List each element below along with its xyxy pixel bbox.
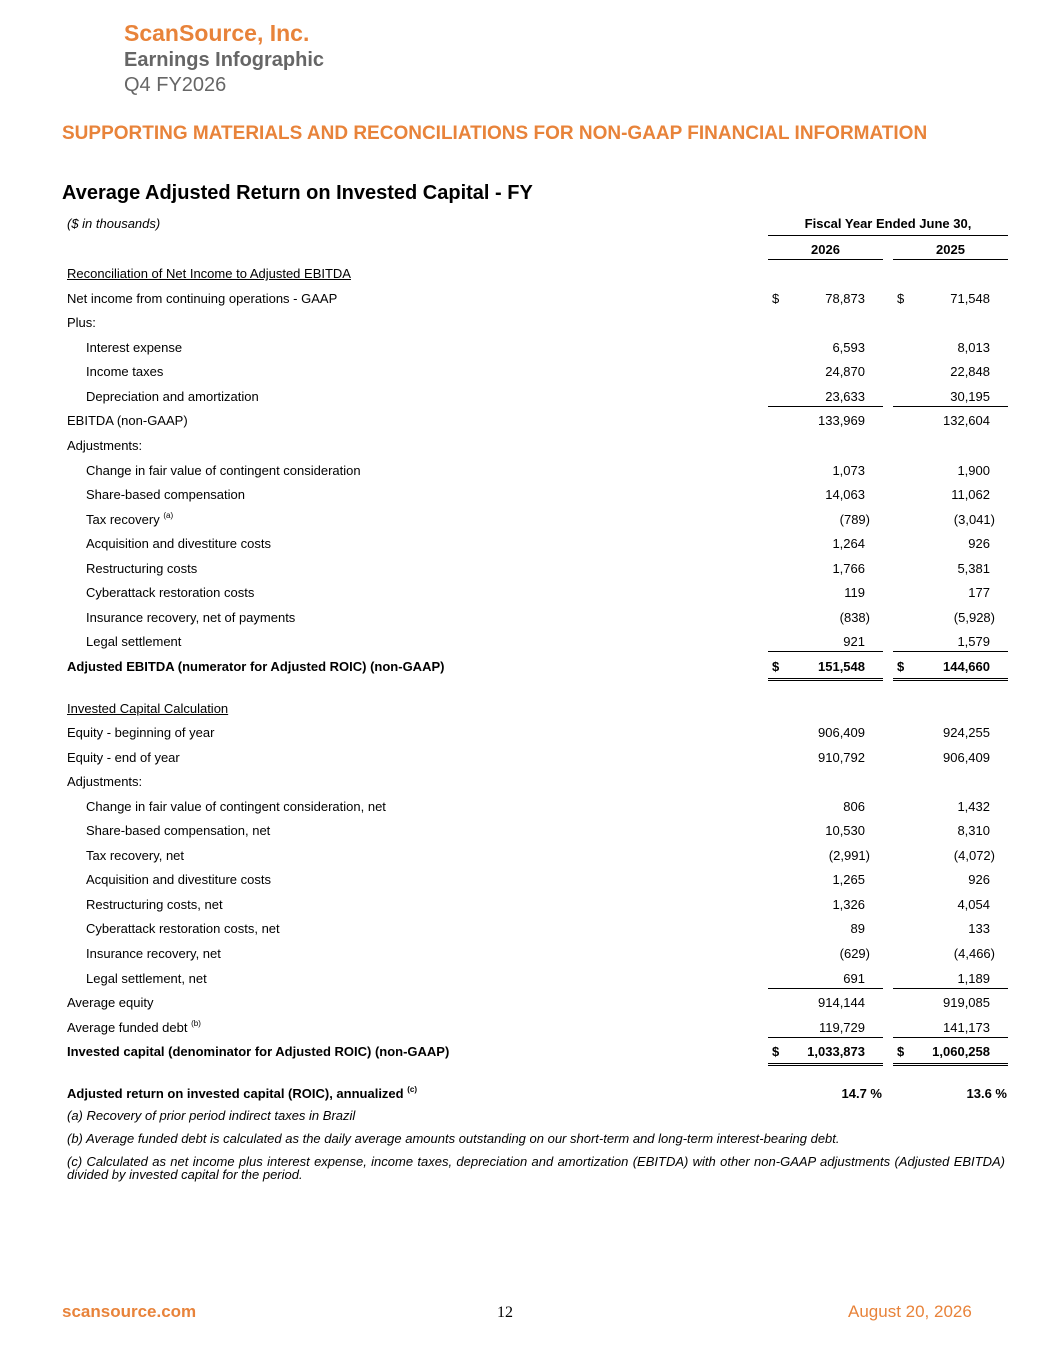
table-row-change-in-fair-value-of-contingent-consideration-net xyxy=(0,798,1055,816)
cell-value: 11,062 xyxy=(951,487,990,502)
table-row-legal-settlement xyxy=(0,633,1055,651)
cell-2026 xyxy=(768,700,883,718)
table-row-change-in-fair-value-of-contingent-consideration xyxy=(0,462,1055,480)
cell-2026 xyxy=(768,658,883,681)
cell-2025 xyxy=(893,920,1008,938)
cell-2026 xyxy=(768,1043,883,1066)
cell-2026 xyxy=(768,462,883,480)
cell-value: 1,326 xyxy=(832,897,865,912)
cell-value: 1,900 xyxy=(957,463,990,478)
cell-2026 xyxy=(768,773,883,791)
cell-value: 10,530 xyxy=(825,823,865,838)
cell-2026 xyxy=(768,290,883,308)
cell-value: 14,063 xyxy=(825,487,865,502)
row-label: Equity - beginning of year xyxy=(67,725,215,740)
cell-2025 xyxy=(893,584,1008,602)
column-header-2026: 2026 xyxy=(768,242,883,260)
table-row-cyberattack-restoration-costs xyxy=(0,584,1055,602)
row-label: Plus: xyxy=(67,315,96,330)
cell-2025 xyxy=(893,412,1008,430)
cell-value: 6,593 xyxy=(832,340,865,355)
cell-value: 691 xyxy=(843,971,865,986)
cell-value: 151,548 xyxy=(818,659,865,674)
cell-value: (5,928) xyxy=(953,610,995,625)
document-title: Earnings Infographic xyxy=(124,49,325,71)
cell-2025 xyxy=(893,749,1008,767)
cell-2026 xyxy=(768,724,883,742)
row-label: Cyberattack restoration costs, net xyxy=(86,921,280,936)
cell-2025 xyxy=(893,609,1008,627)
table-row-equity-end-of-year xyxy=(0,749,1055,767)
cell-2025 xyxy=(893,290,1008,308)
cell-value: 1,189 xyxy=(957,971,990,986)
cell-value: 133 xyxy=(968,921,990,936)
cell-value: (2,991) xyxy=(828,848,870,863)
report-date: August 20, 2026 xyxy=(848,1302,972,1321)
column-header-2025: 2025 xyxy=(893,242,1008,260)
table-row-acquisition-and-divestiture-costs xyxy=(0,535,1055,553)
row-label: Invested capital (denominator for Adjusted ROIC) (non-GAAP) xyxy=(67,1044,450,1059)
cell-value: (4,072) xyxy=(953,848,995,863)
table-row-depreciation-and-amortization xyxy=(0,388,1055,406)
units-note: ($ in thousands) xyxy=(67,216,161,231)
table-row-adjusted-return-on-invested-capital-roic-annualized xyxy=(0,1085,1055,1103)
row-label: Acquisition and divestiture costs xyxy=(86,536,271,551)
cell-value: 806 xyxy=(843,799,865,814)
table-row-adjustments xyxy=(0,773,1055,791)
cell-2025 xyxy=(893,462,1008,480)
cell-2026 xyxy=(768,798,883,816)
currency-symbol: $ xyxy=(897,659,905,674)
cell-2025 xyxy=(893,486,1008,504)
cell-2026 xyxy=(768,486,883,504)
cell-value: 23,633 xyxy=(825,389,865,404)
period-header: Fiscal Year Ended June 30, xyxy=(768,216,1008,236)
cell-value: 914,144 xyxy=(818,995,865,1010)
cell-value: 4,054 xyxy=(957,897,990,912)
cell-2025 xyxy=(893,363,1008,381)
cell-value: 78,873 xyxy=(825,291,865,306)
cell-value: 133,969 xyxy=(818,413,865,428)
cell-2026 xyxy=(768,584,883,602)
cell-value: 910,792 xyxy=(818,750,865,765)
row-label: EBITDA (non-GAAP) xyxy=(67,413,188,428)
currency-symbol: $ xyxy=(897,291,905,306)
table-row-tax-recovery xyxy=(0,511,1055,529)
cell-value: 921 xyxy=(843,634,865,649)
row-label: Tax recovery $^{(a)}$ xyxy=(86,511,174,527)
row-label: Adjusted EBITDA (numerator for Adjusted ROIC) (non-GAAP) xyxy=(67,659,445,674)
cell-value: 119,729 xyxy=(818,1020,865,1035)
cell-2025 xyxy=(893,871,1008,889)
cell-2026 xyxy=(768,560,883,578)
cell-value: 919,085 xyxy=(943,995,990,1010)
table-row-insurance-recovery-net xyxy=(0,945,1055,963)
cell-value: 1,766 xyxy=(832,561,865,576)
footnote-c: (c) Calculated as net income plus interest expense, income taxes, depreciation and amortization (EBITDA) with other non-GAAP adjustments (Adjusted EBITDA) divided by invested capital for the period. xyxy=(67,1154,1005,1182)
cell-2025 xyxy=(893,724,1008,742)
cell-value: 924,255 xyxy=(943,725,990,740)
table-row-adjustments xyxy=(0,437,1055,455)
cell-value: 926 xyxy=(968,872,990,887)
cell-value: 1,264 xyxy=(832,536,865,551)
row-label: Legal settlement xyxy=(86,634,182,649)
table-row-restructuring-costs xyxy=(0,560,1055,578)
cell-2025 xyxy=(893,658,1008,681)
row-label: Adjusted return on invested capital (ROIC), annualized $^{(c)}$ xyxy=(67,1085,418,1101)
footnote-marker: (a) xyxy=(163,511,174,520)
cell-2026 xyxy=(768,1085,883,1103)
table-row-reconciliation-of-net-income-to-adjusted-ebitda xyxy=(0,265,1055,283)
website-link[interactable]: scansource.com xyxy=(62,1302,197,1321)
cell-value: 906,409 xyxy=(943,750,990,765)
cell-2026 xyxy=(768,511,883,529)
row-label: Reconciliation of Net Income to Adjusted EBITDA xyxy=(67,266,351,281)
cell-2025 xyxy=(893,1019,1008,1038)
currency-symbol: $ xyxy=(772,291,780,306)
cell-value: 8,310 xyxy=(957,823,990,838)
cell-2025 xyxy=(893,994,1008,1012)
row-label: Tax recovery, net xyxy=(86,848,185,863)
cell-2025 xyxy=(893,822,1008,840)
cell-2026 xyxy=(768,363,883,381)
cell-2026 xyxy=(768,847,883,865)
table-row-income-taxes xyxy=(0,363,1055,381)
table-row-adjusted-ebitda-numerator-for-adjusted-roic-non-gaap xyxy=(0,658,1055,676)
cell-value: 141,173 xyxy=(943,1020,990,1035)
cell-value: (3,041) xyxy=(953,512,995,527)
row-label: Share-based compensation xyxy=(86,487,245,502)
company-name: ScanSource, Inc. xyxy=(124,20,310,46)
cell-2026 xyxy=(768,437,883,455)
table-row-insurance-recovery-net-of-payments xyxy=(0,609,1055,627)
row-label: Acquisition and divestiture costs xyxy=(86,872,271,887)
row-label: Equity - end of year xyxy=(67,750,180,765)
cell-2025 xyxy=(893,437,1008,455)
table-row-restructuring-costs-net xyxy=(0,896,1055,914)
cell-2026 xyxy=(768,388,883,407)
footnote-marker: (b) xyxy=(191,1019,201,1028)
table-row-average-equity xyxy=(0,994,1055,1012)
row-label: Restructuring costs, net xyxy=(86,897,223,912)
row-label: Average funded debt $^{(b)}$ xyxy=(67,1019,201,1035)
table-row-net-income-from-continuing-operations-gaap xyxy=(0,290,1055,308)
table-row-invested-capital-calculation xyxy=(0,700,1055,718)
row-label: Net income from continuing operations - GAAP xyxy=(67,291,338,306)
cell-value: 144,660 xyxy=(943,659,990,674)
table-row-share-based-compensation xyxy=(0,486,1055,504)
cell-value: 926 xyxy=(968,536,990,551)
cell-2025 xyxy=(893,388,1008,407)
cell-2025 xyxy=(893,700,1008,718)
cell-value: 13.6 % xyxy=(966,1086,1007,1101)
cell-2025 xyxy=(893,847,1008,865)
cell-2025 xyxy=(893,945,1008,963)
page-number: 12 xyxy=(497,1304,513,1321)
cell-2026 xyxy=(768,339,883,357)
row-label: Cyberattack restoration costs xyxy=(86,585,255,600)
cell-value: 8,013 xyxy=(957,340,990,355)
cell-value: 1,432 xyxy=(957,799,990,814)
cell-2025 xyxy=(893,798,1008,816)
row-label: Change in fair value of contingent consideration xyxy=(86,463,361,478)
cell-2026 xyxy=(768,749,883,767)
row-label: Legal settlement, net xyxy=(86,971,207,986)
cell-2025 xyxy=(893,511,1008,529)
cell-value: 1,033,873 xyxy=(807,1044,865,1059)
table-title: Average Adjusted Return on Invested Capital - FY xyxy=(62,182,533,204)
cell-2025 xyxy=(893,339,1008,357)
cell-2026 xyxy=(768,609,883,627)
cell-2026 xyxy=(768,822,883,840)
cell-value: 5,381 xyxy=(957,561,990,576)
row-label: Adjustments: xyxy=(67,774,143,789)
footnote-b: (b) Average funded debt is calculated as the daily average amounts outstanding on our short-term and long-term interest-bearing debt. xyxy=(67,1131,840,1146)
cell-2026 xyxy=(768,412,883,430)
cell-value: 71,548 xyxy=(950,291,990,306)
cell-2025 xyxy=(893,773,1008,791)
cell-2025 xyxy=(893,560,1008,578)
table-row-interest-expense xyxy=(0,339,1055,357)
cell-2026 xyxy=(768,970,883,989)
cell-2025 xyxy=(893,970,1008,989)
cell-2025 xyxy=(893,1085,1008,1103)
footnote-marker: (c) xyxy=(407,1085,418,1094)
row-label: Interest expense xyxy=(86,340,183,355)
cell-2025 xyxy=(893,314,1008,332)
table-row-tax-recovery-net xyxy=(0,847,1055,865)
cell-2026 xyxy=(768,265,883,283)
table-row-equity-beginning-of-year xyxy=(0,724,1055,742)
cell-2025 xyxy=(893,535,1008,553)
currency-symbol: $ xyxy=(772,1044,780,1059)
row-label: Insurance recovery, net of payments xyxy=(86,610,296,625)
cell-value: (4,466) xyxy=(953,946,995,961)
cell-2025 xyxy=(893,896,1008,914)
cell-2026 xyxy=(768,945,883,963)
cell-value: (838) xyxy=(839,610,870,625)
row-label: Invested Capital Calculation xyxy=(67,701,229,716)
cell-value: 22,848 xyxy=(950,364,990,379)
cell-2026 xyxy=(768,633,883,652)
section-title: SUPPORTING MATERIALS AND RECONCILIATIONS FOR NON-GAAP FINANCIAL INFORMATION xyxy=(62,123,928,144)
table-row-plus xyxy=(0,314,1055,332)
cell-value: 1,265 xyxy=(832,872,865,887)
cell-2026 xyxy=(768,920,883,938)
row-label: Average equity xyxy=(67,995,154,1010)
cell-value: 1,073 xyxy=(832,463,865,478)
row-label: Insurance recovery, net xyxy=(86,946,221,961)
cell-value: 14.7 % xyxy=(841,1086,882,1101)
row-label: Income taxes xyxy=(86,364,164,379)
cell-2026 xyxy=(768,1019,883,1038)
currency-symbol: $ xyxy=(772,659,780,674)
table-row-acquisition-and-divestiture-costs xyxy=(0,871,1055,889)
footnote-a: (a) Recovery of prior period indirect taxes in Brazil xyxy=(67,1108,356,1123)
row-label: Share-based compensation, net xyxy=(86,823,271,838)
cell-value: 1,060,258 xyxy=(932,1044,990,1059)
quarter-label: Q4 FY2026 xyxy=(124,74,227,96)
cell-2025 xyxy=(893,265,1008,283)
cell-2025 xyxy=(893,1043,1008,1066)
row-label: Depreciation and amortization xyxy=(86,389,259,404)
table-row-average-funded-debt xyxy=(0,1019,1055,1037)
table-row-cyberattack-restoration-costs-net xyxy=(0,920,1055,938)
cell-2026 xyxy=(768,871,883,889)
cell-value: 24,870 xyxy=(825,364,865,379)
cell-2026 xyxy=(768,896,883,914)
cell-value: 177 xyxy=(968,585,990,600)
cell-value: 1,579 xyxy=(957,634,990,649)
cell-2026 xyxy=(768,314,883,332)
cell-2026 xyxy=(768,535,883,553)
cell-value: (629) xyxy=(839,946,870,961)
cell-2026 xyxy=(768,994,883,1012)
cell-value: 30,195 xyxy=(950,389,990,404)
report-header xyxy=(124,20,324,97)
table-row-ebitda-non-gaap xyxy=(0,412,1055,430)
table-row-invested-capital-denominator-for-adjusted-roic-non-gaap xyxy=(0,1043,1055,1061)
row-label: Change in fair value of contingent consideration, net xyxy=(86,799,386,814)
cell-2025 xyxy=(893,633,1008,652)
row-label: Adjustments: xyxy=(67,438,143,453)
table-row-share-based-compensation-net xyxy=(0,822,1055,840)
cell-value: 119 xyxy=(844,585,865,600)
cell-value: (789) xyxy=(839,512,870,527)
cell-value: 132,604 xyxy=(943,413,990,428)
cell-value: 89 xyxy=(850,921,865,936)
cell-value: 906,409 xyxy=(818,725,865,740)
row-label: Restructuring costs xyxy=(86,561,198,576)
currency-symbol: $ xyxy=(897,1044,905,1059)
table-row-legal-settlement-net xyxy=(0,970,1055,988)
